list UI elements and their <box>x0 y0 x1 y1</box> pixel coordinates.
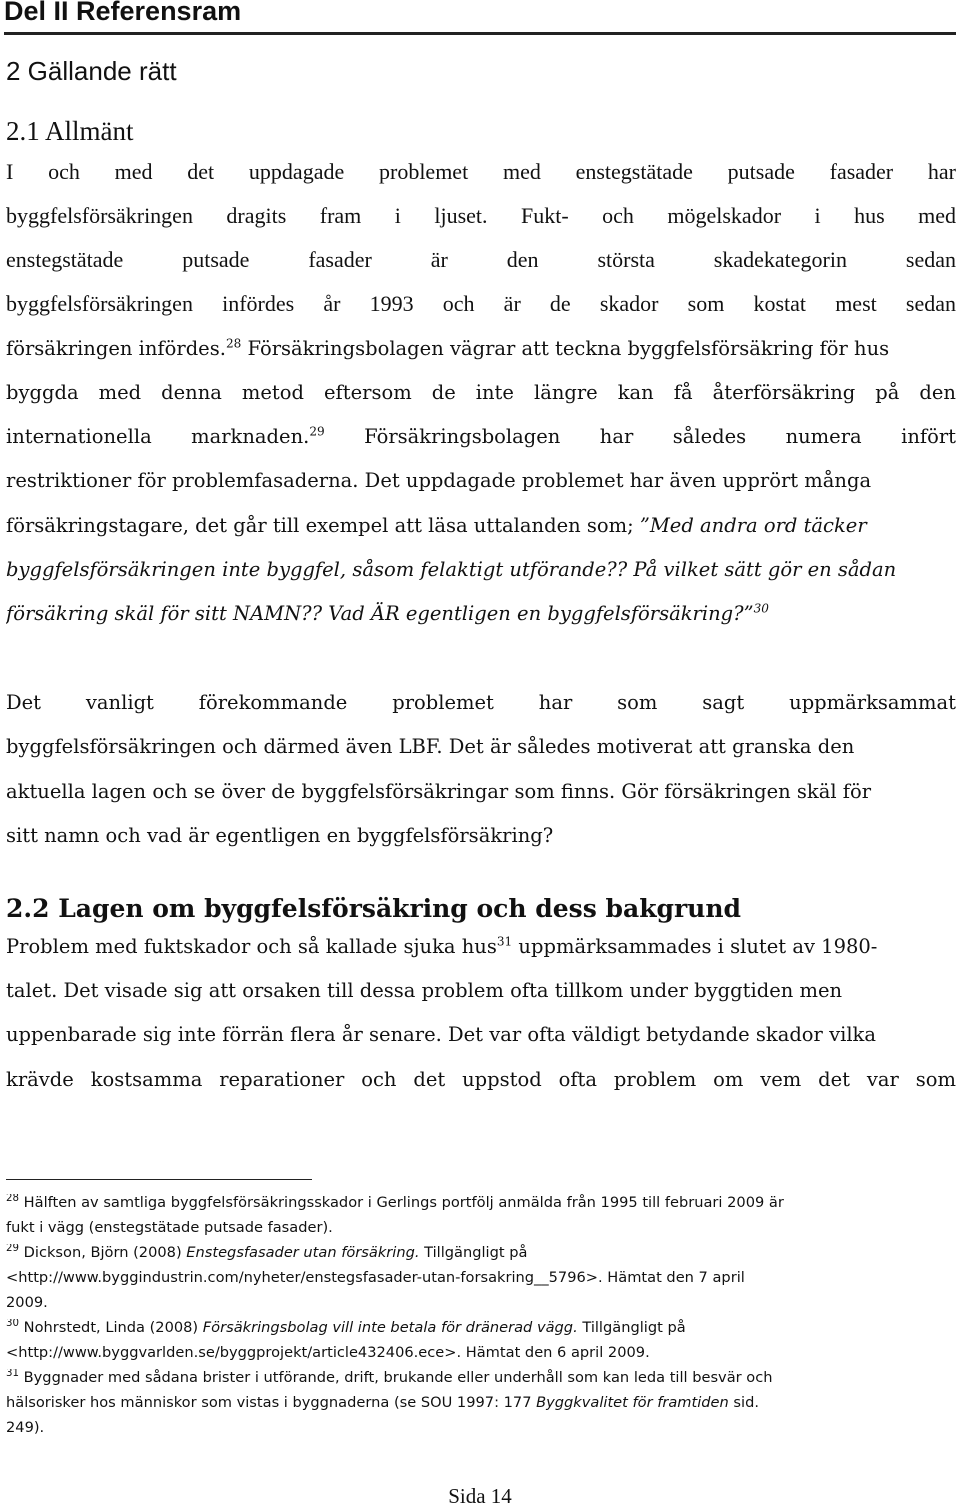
footnote-31 <box>6 1369 956 1386</box>
footnote-title: Försäkringsbolag vill inte betala för dränerad vägg. <box>202 1319 578 1336</box>
footnote-text: Byggnader med sådana brister i utförande, drift, brukande eller underhåll som kan leda till besvär och <box>19 1369 773 1386</box>
running-header <box>4 0 956 35</box>
paragraph-line: I och med det uppdagade problemet med enstegstätade putsade fasader har <box>6 159 956 184</box>
footnote-number: 28 <box>6 1194 20 1205</box>
subsection-title-2-1: 2.1 Allmänt <box>6 116 134 146</box>
footnote-ref-29: 29 <box>309 425 325 439</box>
footnote-separator <box>6 1179 312 1180</box>
text-run: försäkringstagare, det går till exempel att läsa uttalanden som; <box>6 514 640 537</box>
quote-line <box>6 602 956 625</box>
footnote-text: Tillgängligt på <box>577 1319 686 1336</box>
footnote-line: fukt i vägg (enstegstätade putsade fasader). <box>6 1219 333 1236</box>
paragraph-line: restriktioner för problemfasaderna. Det uppdagade problemet har även upprört många <box>6 469 872 492</box>
paragraph-line: uppenbarade sig inte förrän flera år senare. Det var ofta väldigt betydande skador vilka <box>6 1023 876 1046</box>
paragraph-line <box>6 337 956 360</box>
text-run: internationella marknaden. <box>6 425 310 448</box>
footnote-text: hälsorisker hos människor som vistas i byggnaderna (se SOU 1997: 177 <box>6 1394 537 1411</box>
footnote-29 <box>6 1244 956 1261</box>
text-run: Försäkringsbolagen vägrar att teckna byggfelsförsäkring för hus <box>241 337 890 360</box>
paragraph-line: talet. Det visade sig att orsaken till dessa problem ofta tillkom under byggtiden men <box>6 979 843 1002</box>
paragraph-line: sitt namn och vad är egentligen en byggfelsförsäkring? <box>6 824 554 847</box>
footnote-text: Nohrstedt, Linda (2008) <box>19 1319 203 1336</box>
paragraph-line: byggda med denna metod eftersom de inte längre kan få återförsäkring på den <box>6 381 956 404</box>
footnote-number: 30 <box>6 1319 20 1330</box>
paragraph-line <box>6 935 956 958</box>
footnote-line <box>6 1394 956 1411</box>
footnote-link: <http://www.byggindustrin.com/nyheter/enstegsfasader-utan-forsakring__5796>. Hämtat den 7 april <box>6 1269 745 1286</box>
text-run: Problem med fuktskador och så kallade sjuka hus <box>6 935 497 958</box>
quote-run: försäkring skäl för sitt NAMN?? Vad ÄR egentligen en byggfelsförsäkring?” <box>6 602 754 625</box>
footnote-title: Byggkvalitet för framtiden <box>536 1394 729 1411</box>
paragraph-line: byggfelsförsäkringen och därmed även LBF. Det är således motiverat att granska den <box>6 735 855 758</box>
footnote-text: Tillgängligt på <box>419 1244 528 1261</box>
footnote-title: Enstegsfasader utan försäkring. <box>186 1244 420 1261</box>
footnote-30 <box>6 1319 956 1336</box>
page-number: Sida 14 <box>448 1484 512 1508</box>
header-title: Del II Referensram <box>4 0 242 26</box>
text-run: försäkringen infördes. <box>6 337 226 360</box>
paragraph-line: krävde kostsamma reparationer och det uppstod ofta problem om vem det var som <box>6 1068 956 1091</box>
footnote-number: 29 <box>6 1244 20 1255</box>
footnote-text: sid. <box>728 1394 759 1411</box>
text-run: uppmärksammades i slutet av 1980- <box>512 935 878 958</box>
footnote-ref-30: 30 <box>753 602 769 616</box>
text-run: Försäkringsbolagen har således numera infört <box>324 425 956 448</box>
paragraph-line: enstegstätade putsade fasader är den största skadekategorin sedan <box>6 247 956 272</box>
footnote-text: Hälften av samtliga byggfelsförsäkringsskador i Gerlings portfölj anmälda från 1995 till februari 2009 är <box>19 1194 784 1211</box>
footnote-link: <http://www.byggvarlden.se/byggprojekt/article432406.ece>. Hämtat den 6 april 2009. <box>6 1344 650 1361</box>
footnote-ref-31: 31 <box>496 935 513 949</box>
paragraph-line: aktuella lagen och se över de byggfelsförsäkringar som finns. Gör försäkringen skäl för <box>6 780 872 803</box>
section-title: 2 Gällande rätt <box>6 56 177 86</box>
paragraph-line <box>6 514 956 537</box>
footnote-text: Dickson, Björn (2008) <box>19 1244 187 1261</box>
footnote-line: 249). <box>6 1419 45 1436</box>
quote-line: byggfelsförsäkringen inte byggfel, såsom felaktigt utförande?? På vilket sätt gör en sådan <box>6 558 897 581</box>
footnote-line: 2009. <box>6 1294 48 1311</box>
subsection-title-2-2: 2.2 Lagen om byggfelsförsäkring och dess bakgrund <box>6 894 741 923</box>
footnote-number: 31 <box>6 1369 20 1380</box>
paragraph-line: byggfelsförsäkringen dragits fram i ljuset. Fukt- och mögelskador i hus med <box>6 203 956 228</box>
paragraph-line: Det vanligt förekommande problemet har som sagt uppmärksammat <box>6 691 956 714</box>
paragraph-line <box>6 425 956 448</box>
footnote-ref-28: 28 <box>225 337 242 351</box>
paragraph-line: byggfelsförsäkringen infördes år 1993 och är de skador som kostat mest sedan <box>6 291 956 316</box>
quote-run: ”Med andra ord täcker <box>639 514 867 537</box>
footnote-28 <box>6 1194 956 1211</box>
